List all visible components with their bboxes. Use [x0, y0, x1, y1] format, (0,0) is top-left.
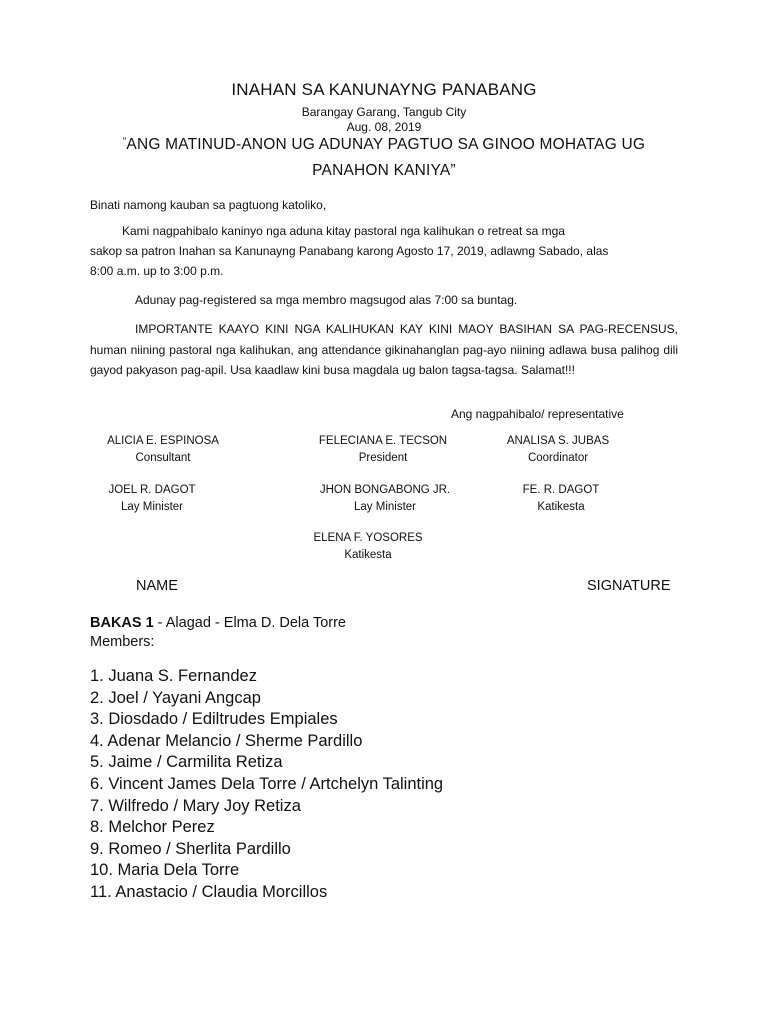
signatory-3: [483, 433, 633, 467]
signature-column-header: SIGNATURE: [587, 578, 671, 594]
signatory-role: Lay Minister: [121, 501, 183, 513]
motto-open-quote: “: [122, 136, 127, 147]
signatory-name: JOEL R. DAGOT: [108, 484, 196, 496]
group-leader: - Alagad - Elma D. Dela Torre: [153, 615, 346, 631]
signoff: Ang nagpahibalo/ representative: [451, 407, 624, 421]
signatory-name: FELECIANA E. TECSON: [318, 435, 448, 447]
name-column-header: NAME: [136, 578, 178, 594]
list-item: 3. Diosdado / Ediltrudes Empiales: [90, 710, 338, 729]
list-item: 4. Adenar Melancio / Sherme Pardillo: [90, 731, 363, 750]
members-label: Members:: [90, 634, 155, 650]
group-heading: [90, 615, 346, 631]
signatory-6: [486, 482, 636, 516]
list-item: 8. Melchor Perez: [90, 818, 215, 837]
paragraph-1-line-1: Kami nagpahibalo kaninyo nga aduna kitay pastoral nga kalihukan o retreat sa mga: [122, 224, 565, 238]
signatory-name: ELENA F. YOSORES: [313, 532, 423, 544]
members-list: [90, 666, 443, 904]
motto-line-2: PANAHON KANIYA”: [312, 162, 456, 179]
list-item: 7. Wilfredo / Mary Joy Retiza: [90, 796, 301, 815]
date-line: Aug. 08, 2019: [346, 120, 422, 134]
motto-line-1: [0, 136, 768, 154]
paragraph-2: Adunay pag-registered sa mga membro magsugod alas 7:00 sa buntag.: [135, 293, 518, 307]
signatory-7: [293, 530, 443, 564]
signatory-4: [77, 482, 227, 516]
signatory-name: ALICIA E. ESPINOSA: [107, 435, 219, 447]
list-item: 9. Romeo / Sherlita Pardillo: [90, 839, 291, 858]
signatory-5: [310, 482, 460, 516]
signatory-role: President: [358, 452, 408, 464]
group-label: BAKAS 1: [90, 615, 154, 631]
list-item: 1. Juana S. Fernandez: [90, 667, 257, 685]
list-item: 10. Maria Dela Torre: [90, 861, 240, 880]
document-title: INAHAN SA KANUNAYNG PANABANG: [231, 80, 537, 99]
motto-text-1: ANG MATINUD-ANON UG ADUNAY PAGTUO SA GINOO MOHATAG UG: [126, 136, 646, 153]
signatory-role: Katikesta: [537, 501, 585, 513]
signatory-1: [88, 433, 238, 467]
signatory-role: Katikesta: [344, 549, 392, 561]
location-line: Barangay Garang, Tangub City: [301, 105, 467, 119]
signatory-name: ANALISA S. JUBAS: [506, 435, 610, 447]
paragraph-1-line-3: 8:00 a.m. up to 3:00 p.m.: [90, 264, 224, 278]
salutation: Binati namong kauban sa pagtuong katoliko,: [90, 198, 327, 212]
paragraph-1-line-2: sakop sa patron Inahan sa Kanunayng Panabang karong Agosto 17, 2019, adlawng Sabado, alas: [90, 244, 609, 258]
signatory-2: [308, 433, 458, 467]
list-item: 5. Jaime / Carmilita Retiza: [90, 753, 283, 772]
signatory-name: FE. R. DAGOT: [522, 484, 600, 496]
signatory-role: Coordinator: [527, 452, 589, 464]
signatory-role: Consultant: [135, 452, 191, 464]
list-item: 2. Joel / Yayani Angcap: [90, 688, 261, 707]
paragraph-3: IMPORTANTE KAAYO KINI NGA KALIHUKAN KAY KINI MAOY BASIHAN SA PAG-RECENSUS, human niining pastoral nga kalihukan, ang attendance gikinahanglan pag-ayo niining adlawa busa palihog dili gayod pakyason pag-apil. Usa kaadlaw kini busa magdala ug balon tagsa-tagsa. Salamat!!!: [90, 322, 678, 377]
list-item: 6. Vincent James Dela Torre / Artchelyn Talinting: [90, 774, 444, 793]
signatory-role: Lay Minister: [354, 501, 416, 513]
list-item: 11. Anastacio / Claudia Morcillos: [90, 882, 328, 901]
signatory-name: JHON BONGABONG JR.: [319, 484, 451, 496]
